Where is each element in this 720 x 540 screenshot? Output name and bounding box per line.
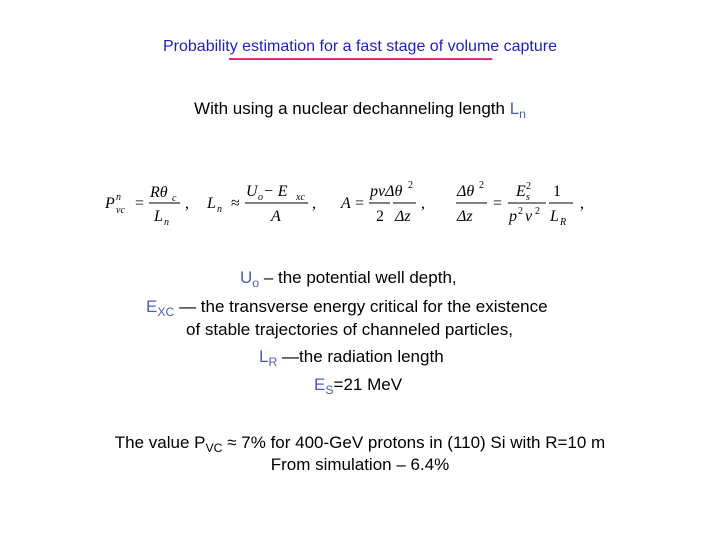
eq4-num-sup: 2 bbox=[479, 180, 484, 191]
subtitle-text: With using a nuclear dechanneling length bbox=[194, 99, 510, 118]
eq4-mid-den: p bbox=[509, 208, 517, 225]
definition-critical-energy bbox=[146, 297, 548, 320]
def-symbol: E bbox=[314, 375, 326, 394]
formula-block bbox=[105, 172, 625, 234]
def-text: of stable trajectories of channeled particles, bbox=[186, 320, 513, 339]
eq2-comma: , bbox=[312, 195, 316, 212]
eq2-num-a-sub: o bbox=[258, 192, 263, 203]
eq4-r-num: 1 bbox=[553, 183, 561, 200]
simulation-result: From simulation – 6.4% bbox=[270, 455, 450, 474]
eq1-lhs-sup: n bbox=[116, 192, 121, 203]
formula-scattering bbox=[456, 180, 584, 228]
eq2-approx: ≈ bbox=[231, 195, 240, 212]
eq4-mid-num: E bbox=[516, 183, 526, 200]
eq3-lhs: A bbox=[341, 195, 351, 212]
eq4-mid-den-b: v bbox=[525, 208, 533, 225]
eq1-den-sub: n bbox=[164, 217, 169, 228]
definition-radiation-length bbox=[259, 347, 444, 370]
eq4-equals: = bbox=[493, 195, 503, 212]
eq2-lhs: L bbox=[207, 195, 216, 212]
eq3-equals: = bbox=[355, 195, 365, 212]
eq1-comma: , bbox=[185, 195, 189, 212]
result-value bbox=[0, 433, 720, 456]
eq1-equals: = bbox=[135, 195, 145, 212]
eq2-den: A bbox=[271, 208, 281, 225]
eq4-den: Δz bbox=[457, 208, 473, 225]
def-symbol-sub: o bbox=[252, 276, 260, 291]
result-sub: VC bbox=[205, 441, 223, 456]
eq4-r-den: L bbox=[550, 208, 559, 225]
eq4-mid-den-b-sup: 2 bbox=[535, 206, 540, 217]
def-symbol: U bbox=[240, 268, 253, 287]
eq2-num-b-sub: xc bbox=[296, 192, 305, 203]
def-text: – the potential well depth, bbox=[259, 268, 457, 287]
def-text: ―the radiation length bbox=[277, 347, 444, 366]
eq1-num-sub: c bbox=[172, 193, 177, 204]
eq3-den: 2 bbox=[376, 208, 384, 225]
result-prefix: The value P bbox=[114, 433, 206, 452]
eq2-num-a: U bbox=[246, 183, 258, 200]
eq1-lhs: P bbox=[105, 195, 115, 212]
def-text: =21 MeV bbox=[333, 375, 403, 394]
formula-coefficient-a bbox=[340, 180, 425, 225]
definition-potential-depth bbox=[240, 268, 457, 291]
eq4-mid-den-sup: 2 bbox=[518, 206, 523, 217]
subtitle bbox=[0, 99, 720, 122]
eq4-mid-num-sup: 2 bbox=[526, 181, 531, 192]
def-text: ― the transverse energy critical for the existence bbox=[174, 297, 548, 316]
eq1-lhs-sub: vc bbox=[116, 205, 125, 216]
formula-dechanneling-length bbox=[206, 183, 316, 225]
result-text: ≈ 7% for 400-GeV protons in (110) Si with R=10 m bbox=[222, 433, 606, 452]
def-symbol: L bbox=[259, 347, 269, 366]
eq4-num: Δθ bbox=[457, 183, 475, 200]
def-symbol: E bbox=[146, 297, 158, 316]
slide-title: Probability estimation for a fast stage of volume capture bbox=[163, 38, 557, 55]
eq3-comma: , bbox=[421, 195, 425, 212]
eq2-num-b: − E bbox=[263, 183, 288, 200]
title-divider: ------------------------------------------------------------------- bbox=[228, 50, 492, 67]
definition-critical-energy-cont bbox=[186, 320, 513, 340]
subtitle-symbol: L bbox=[509, 99, 520, 118]
subtitle-symbol-sub: n bbox=[519, 107, 526, 122]
eq2-lhs-sub: n bbox=[217, 204, 222, 215]
eq3-den2: Δz bbox=[395, 208, 411, 225]
eq4-r-den-sub: R bbox=[560, 217, 567, 228]
eq3-num: pvΔθ bbox=[370, 183, 403, 200]
eq4-comma: , bbox=[580, 195, 584, 212]
def-symbol-sub: XC bbox=[157, 305, 175, 320]
eq4-mid-num-sub: s bbox=[526, 192, 530, 203]
eq1-num: Rθ bbox=[150, 184, 168, 201]
definition-es bbox=[314, 375, 403, 398]
eq3-num-sup: 2 bbox=[408, 180, 413, 191]
eq1-den: L bbox=[154, 208, 163, 225]
def-symbol-sub: R bbox=[268, 355, 278, 370]
formula-probability bbox=[105, 184, 189, 228]
def-symbol-sub: S bbox=[325, 383, 334, 398]
